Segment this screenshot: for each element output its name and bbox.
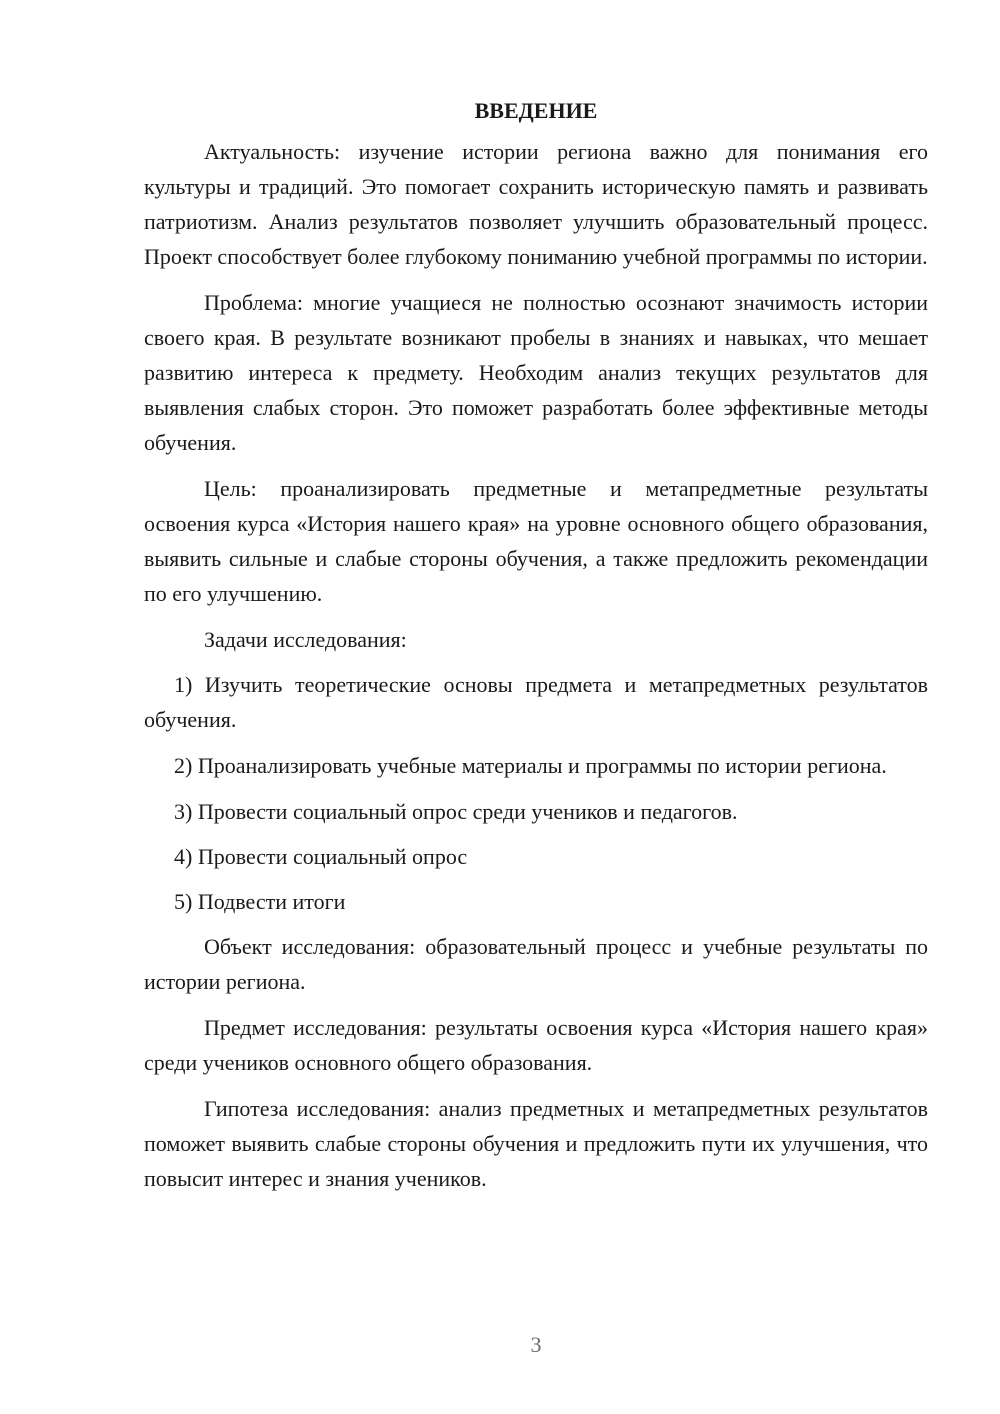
page-number: 3 xyxy=(530,1332,542,1357)
section-heading: ВВЕДЕНИЕ xyxy=(474,98,598,123)
goal-paragraph: Цель: проанализировать предметные и метапредметные результаты освоения курса «История нашего края» на уровне основного общего образования, выявить сильные и слабые стороны обучения, а также предложить рекомендации по его улучшению. xyxy=(144,476,928,606)
task-item-1: 1) Изучить теоретические основы предмета и метапредметных результатов обучения. xyxy=(144,672,928,732)
problem-paragraph: Проблема: многие учащиеся не полностью осознают значимость истории своего края. В результате возникают пробелы в знаниях и навыках, что мешает развитию интереса к предмету. Необходим анализ текущих результатов для выявления слабых сторон. Это поможет разработать более эффективные методы обучения. xyxy=(144,290,928,455)
tasks-heading: Задачи исследования: xyxy=(204,627,407,652)
subject-paragraph: Предмет исследования: результаты освоения курса «История нашего края» среди учеников основного общего образования. xyxy=(144,1015,928,1075)
task-item-5: 5) Подвести итоги xyxy=(174,889,346,914)
page-content xyxy=(144,93,928,1207)
task-item-4: 4) Провести социальный опрос xyxy=(174,844,468,869)
hypothesis-paragraph: Гипотеза исследования: анализ предметных и метапредметных результатов поможет выявить слабые стороны обучения и предложить пути их улучшения, что повысит интерес и знания учеников. xyxy=(144,1096,928,1191)
task-item-3: 3) Провести социальный опрос среди учеников и педагогов. xyxy=(174,799,738,824)
task-item-2: 2) Проанализировать учебные материалы и программы по истории региона. xyxy=(174,753,887,778)
object-paragraph: Объект исследования: образовательный процесс и учебные результаты по истории региона. xyxy=(144,934,928,994)
relevance-paragraph: Актуальность: изучение истории региона важно для понимания его культуры и традиций. Это помогает сохранить историческую память и развивать патриотизм. Анализ результатов позволяет улучшить образовательный процесс. Проект способствует более глубокому пониманию учебной программы по истории. xyxy=(144,139,928,269)
